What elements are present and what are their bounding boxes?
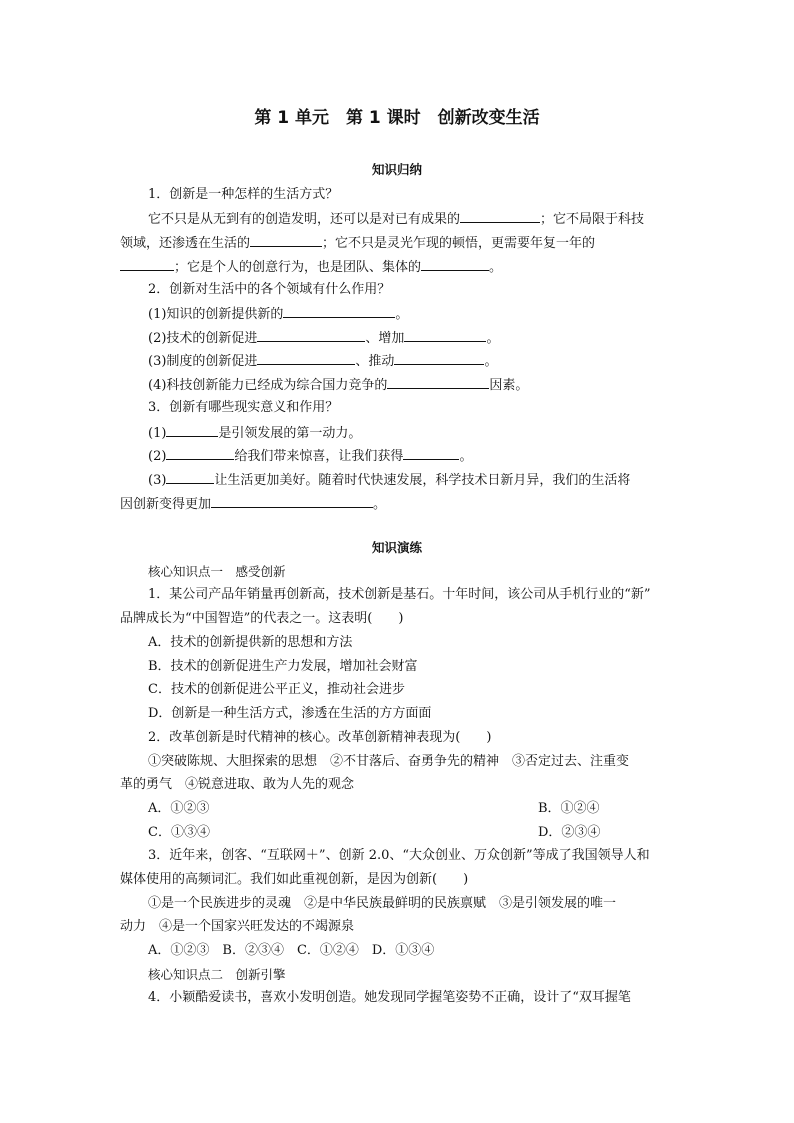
fill-blank[interactable]: [166, 447, 234, 460]
text-segment: 。: [486, 331, 500, 346]
summary-q2-item4: [148, 376, 528, 394]
fill-blank[interactable]: [166, 471, 214, 484]
text-segment: 让生活更加美好。随着时代快速发展，科学技术日新月异，我们的生活将: [214, 473, 631, 488]
ex2-stem: 2．改革创新是时代精神的核心。改革创新精神表现为( ): [148, 730, 492, 745]
text-segment: 它不只是从无到有的创造发明，还可以是对已有成果的: [148, 212, 461, 227]
text-segment: 。: [484, 354, 498, 369]
text-segment: 。: [489, 260, 503, 275]
summary-q1-question: 1．创新是一种怎样的生活方式？: [148, 187, 339, 202]
summary-q2-question: 2．创新对生活中的各个领域有什么作用？: [148, 282, 391, 297]
summary-heading: 知识归纳: [371, 162, 422, 177]
fill-blank[interactable]: [421, 258, 489, 271]
ex1-option-b[interactable]: B．技术的创新促进生产力发展，增加社会财富: [148, 659, 418, 674]
ex3-options[interactable]: A．①②③ B．②③④ C．①②④ D．①③④: [148, 943, 435, 958]
text-segment: 。: [395, 307, 409, 322]
summary-q2-item1: [148, 305, 408, 323]
summary-q3-item3-cont: [120, 495, 386, 513]
ex2-statements-line1: ①突破陈规、大胆探索的思想 ②不甘落后、奋勇争先的精神 ③否定过去、注重变: [148, 754, 630, 769]
ex1-stem-line1: 1．某公司产品年销量再创新高，技术创新是基石。十年时间，该公司从手机行业的“新”: [148, 587, 651, 602]
ex4-stem-line1: 4．小颖酷爱读书，喜欢小发明创造。她发现同学握笔姿势不正确，设计了“双耳握笔: [148, 990, 631, 1005]
text-segment: 。: [459, 449, 473, 464]
page-title: 第 1 单元 第 1 课时 创新改变生活: [254, 108, 540, 128]
text-segment: 因创新变得更加: [120, 497, 212, 512]
ex2-option-d[interactable]: D．②③④: [538, 825, 601, 840]
ex2-option-c[interactable]: C．①③④: [148, 825, 210, 840]
text-segment: (1): [148, 426, 167, 441]
ex3-statements-line1: ①是一个民族进步的灵魂 ②是中华民族最鲜明的民族禀赋 ③是引领发展的唯一: [148, 896, 617, 911]
text-segment: 给我们带来惊喜，让我们获得: [234, 449, 404, 464]
text-segment: 、增加: [365, 331, 405, 346]
practice-heading: 知识演练: [371, 540, 422, 555]
fill-blank[interactable]: [387, 376, 489, 389]
fill-blank[interactable]: [257, 329, 365, 342]
text-segment: 是引领发展的第一动力。: [218, 426, 362, 441]
text-segment: (2)技术的创新促进: [148, 331, 258, 346]
text-segment: ；它是个人的创意行为，也是团队、集体的: [174, 260, 422, 275]
fill-blank[interactable]: [283, 305, 395, 318]
text-segment: 、推动: [355, 354, 395, 369]
text-segment: ；它不局限于科技: [540, 212, 645, 227]
summary-q3-question: 3．创新有哪些现实意义和作用？: [148, 400, 339, 415]
summary-q1-line1: [148, 210, 644, 228]
ex3-statements-line2: 动力 ④是一个国家兴旺发达的不竭源泉: [120, 919, 355, 934]
ex2-statements-line2: 革的勇气 ④锐意进取、敢为人先的观念: [120, 777, 355, 792]
text-segment: (3)制度的创新促进: [148, 354, 258, 369]
text-segment: 领域，还渗透在生活的: [120, 236, 251, 251]
core-point-1: 核心知识点一 感受创新: [148, 564, 286, 579]
ex3-stem-line2: 媒体使用的高频词汇。我们如此重视创新，是因为创新( ): [120, 872, 469, 887]
text-segment: ；它不只是灵光乍现的顿悟，更需要年复一年的: [322, 236, 596, 251]
ex2-option-a[interactable]: A．①②③: [148, 801, 210, 816]
ex3-stem-line1: 3．近年来，创客、“互联网＋”、创新 2.0、“大众创业、万众创新”等成了我国领导人和: [148, 848, 650, 863]
summary-q2-item2: [148, 329, 499, 347]
text-segment: (2): [148, 449, 167, 464]
fill-blank[interactable]: [403, 447, 459, 460]
fill-blank[interactable]: [404, 329, 486, 342]
summary-q2-item3: [148, 352, 497, 370]
text-segment: 。: [373, 497, 387, 512]
fill-blank[interactable]: [460, 210, 540, 223]
summary-q3-item1: [148, 424, 361, 442]
core-point-2: 核心知识点二 创新引擎: [148, 967, 286, 982]
fill-blank[interactable]: [120, 258, 174, 271]
fill-blank[interactable]: [394, 352, 484, 365]
fill-blank[interactable]: [166, 424, 218, 437]
fill-blank[interactable]: [250, 234, 322, 247]
text-segment: (1)知识的创新提供新的: [148, 307, 284, 322]
text-segment: 因素。: [489, 378, 529, 393]
fill-blank[interactable]: [257, 352, 355, 365]
summary-q1-line2: [120, 234, 595, 252]
summary-q1-line3: [120, 258, 502, 276]
ex2-option-b[interactable]: B．①②④: [538, 801, 600, 816]
fill-blank[interactable]: [211, 495, 373, 508]
ex1-option-c[interactable]: C．技术的创新促进公平正义，推动社会进步: [148, 682, 405, 697]
text-segment: (3): [148, 473, 167, 488]
summary-q3-item3: [148, 471, 630, 489]
summary-q3-item2: [148, 447, 472, 465]
ex1-stem-line2: 品牌成长为“中国智造”的代表之一。这表明( ): [120, 611, 404, 626]
ex1-option-a[interactable]: A．技术的创新提供新的思想和方法: [148, 635, 353, 650]
ex1-option-d[interactable]: D．创新是一种生活方式，渗透在生活的方方面面: [148, 706, 432, 721]
text-segment: (4)科技创新能力已经成为综合国力竞争的: [148, 378, 388, 393]
